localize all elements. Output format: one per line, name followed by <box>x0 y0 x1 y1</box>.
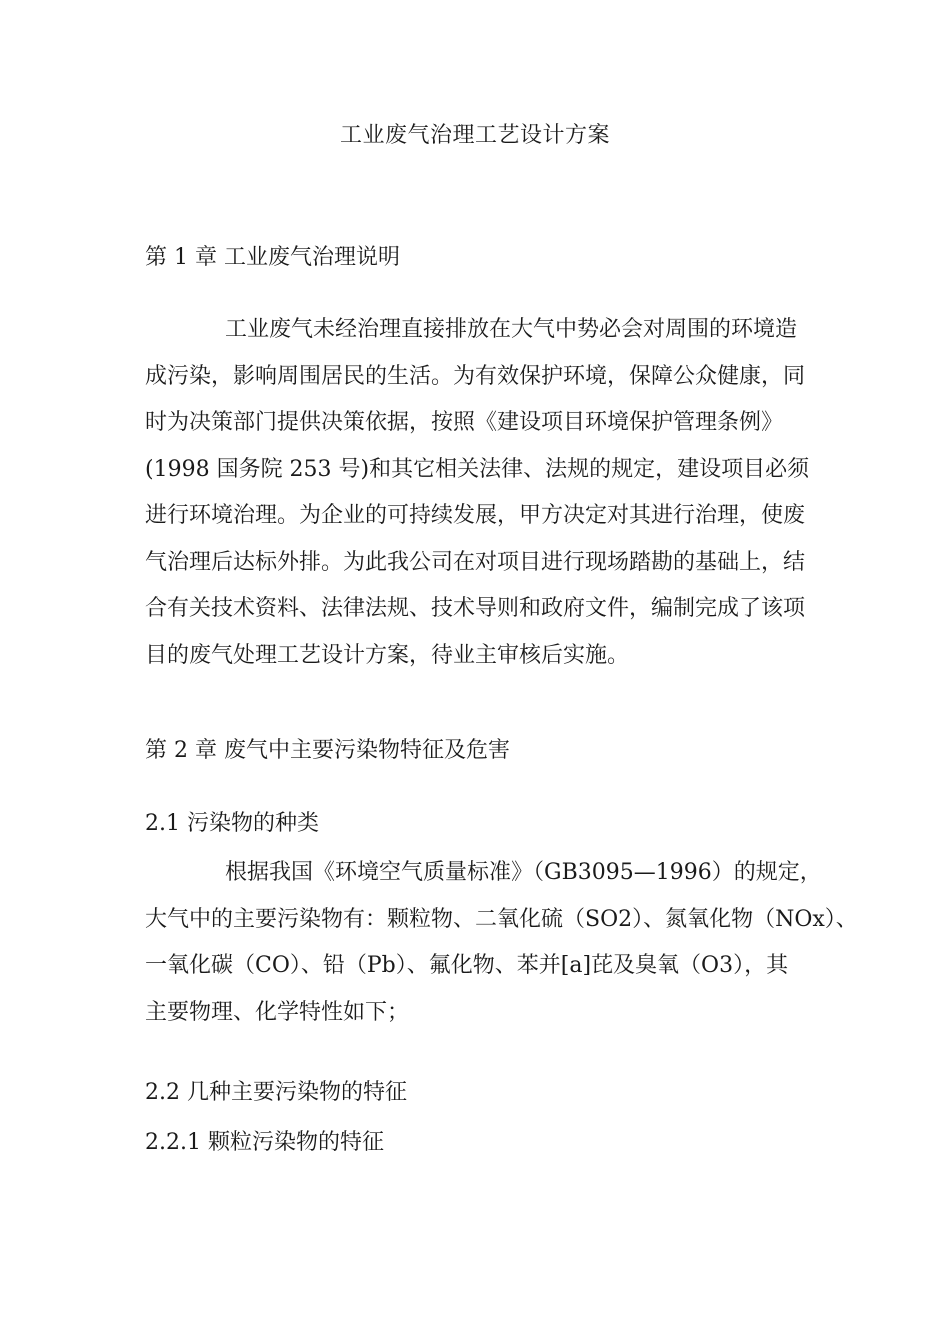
chapter-1-heading: 第 1 章 工业废气治理说明 <box>145 245 400 270</box>
paragraph-line: 一氧化碳（CO）、铅（Pb）、氟化物、苯并[a]芘及臭氧（O3），其 <box>145 953 789 978</box>
paragraph-line: 气治理后达标外排。为此我公司在对项目进行现场踏勘的基础上，结 <box>145 549 806 575</box>
section-2-2-heading: 2.2 几种主要污染物的特征 <box>145 1080 407 1105</box>
paragraph-line: 目的废气处理工艺设计方案，待业主审核后实施。 <box>145 642 630 668</box>
section-2-2-1-heading: 2.2.1 颗粒污染物的特征 <box>145 1130 384 1155</box>
paragraph-line: 进行环境治理。为企业的可持续发展，甲方决定对其进行治理，使废 <box>145 503 806 528</box>
chapter-2-heading: 第 2 章 废气中主要污染物特征及危害 <box>145 738 510 763</box>
section-2-1-heading: 2.1 污染物的种类 <box>145 811 319 836</box>
paragraph-line: (1998 国务院 253 号)和其它相关法律、法规的规定，建设项目必须 <box>145 456 810 482</box>
paragraph-line: 工业废气未经治理直接排放在大气中势必会对周围的环境造 <box>225 317 798 342</box>
paragraph-line: 根据我国《环境空气质量标准》（GB3095—1996）的规定， <box>225 860 822 885</box>
section-2-1-paragraph <box>145 850 858 1036</box>
paragraph-line: 合有关技术资料、法律法规、技术导则和政府文件，编制完成了该项 <box>145 596 806 621</box>
document-title: 工业废气治理工艺设计方案 <box>339 123 610 148</box>
paragraph-line: 主要物理、化学特性如下； <box>145 999 410 1025</box>
paragraph-line: 成污染，影响周围居民的生活。为有效保护环境，保障公众健康，同 <box>145 363 806 389</box>
paragraph-line: 大气中的主要污染物有：颗粒物、二氧化硫（SO2）、氮氧化物（NOx）、 <box>145 906 858 932</box>
chapter-1-paragraph <box>145 307 810 679</box>
paragraph-line: 时为决策部门提供决策依据，按照《建设项目环境保护管理条例》 <box>145 410 784 435</box>
